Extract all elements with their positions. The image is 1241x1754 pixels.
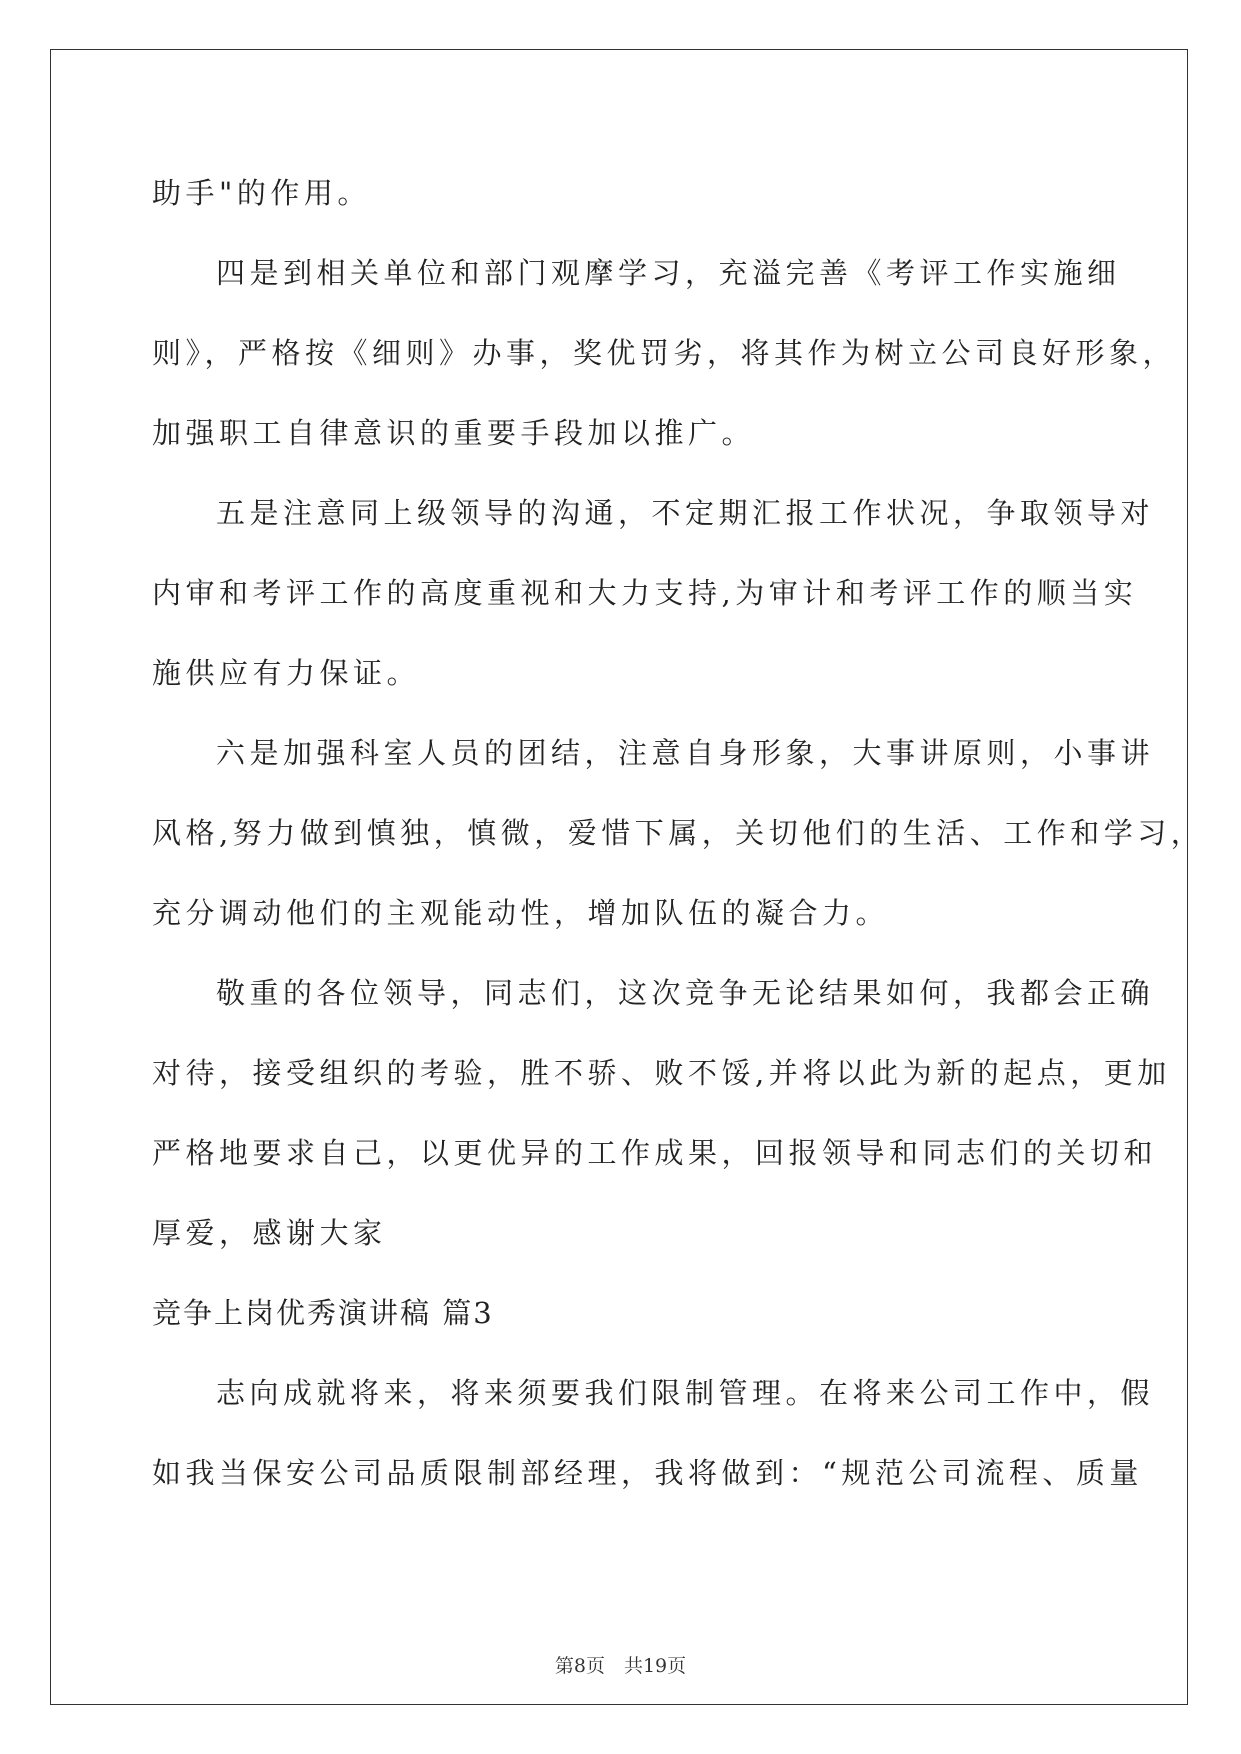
body-line: 充分调动他们的主观能动性，增加队伍的凝合力。 — [152, 896, 890, 930]
body-line: 六是加强科室人员的团结，注意自身形象，大事讲原则，小事讲 — [216, 736, 1155, 770]
body-line: 五是注意同上级领导的沟通，不定期汇报工作状况，争取领导对 — [216, 496, 1155, 530]
body-line: 志向成就将来，将来须要我们限制管理。在将来公司工作中，假 — [216, 1376, 1155, 1410]
section-heading: 竞争上岗优秀演讲稿 篇3 — [152, 1296, 494, 1330]
body-line: 严格地要求自己，以更优异的工作成果，回报领导和同志们的关切和 — [152, 1136, 1158, 1170]
body-line: 敬重的各位领导，同志们，这次竞争无论结果如何，我都会正确 — [216, 976, 1155, 1010]
body-line: 如我当保安公司品质限制部经理，我将做到：“规范公司流程、质量 — [152, 1456, 1143, 1490]
body-line: 四是到相关单位和部门观摩学习，充溢完善《考评工作实施细 — [216, 256, 1121, 290]
body-line: 施供应有力保证。 — [152, 656, 421, 690]
body-line: 厚爱，感谢大家 — [152, 1216, 387, 1250]
document-body — [152, 153, 1205, 1513]
body-line: 内审和考评工作的高度重视和大力支持,为审计和考评工作的顺当实 — [152, 576, 1138, 610]
body-line: 则》，严格按《细则》办事，奖优罚劣，将其作为树立公司良好形象， — [152, 336, 1177, 370]
body-line: 对待，接受组织的考验，胜不骄、败不馁,并将以此为新的起点，更加 — [152, 1056, 1171, 1090]
page-number: 第8页 共19页 — [554, 1655, 687, 1677]
body-line: 助手"的作用。 — [152, 176, 371, 210]
body-line: 加强职工自律意识的重要手段加以推广。 — [152, 416, 756, 450]
body-line: 风格,努力做到慎独，慎微，爱惜下属，关切他们的生活、工作和学习， — [152, 816, 1205, 850]
